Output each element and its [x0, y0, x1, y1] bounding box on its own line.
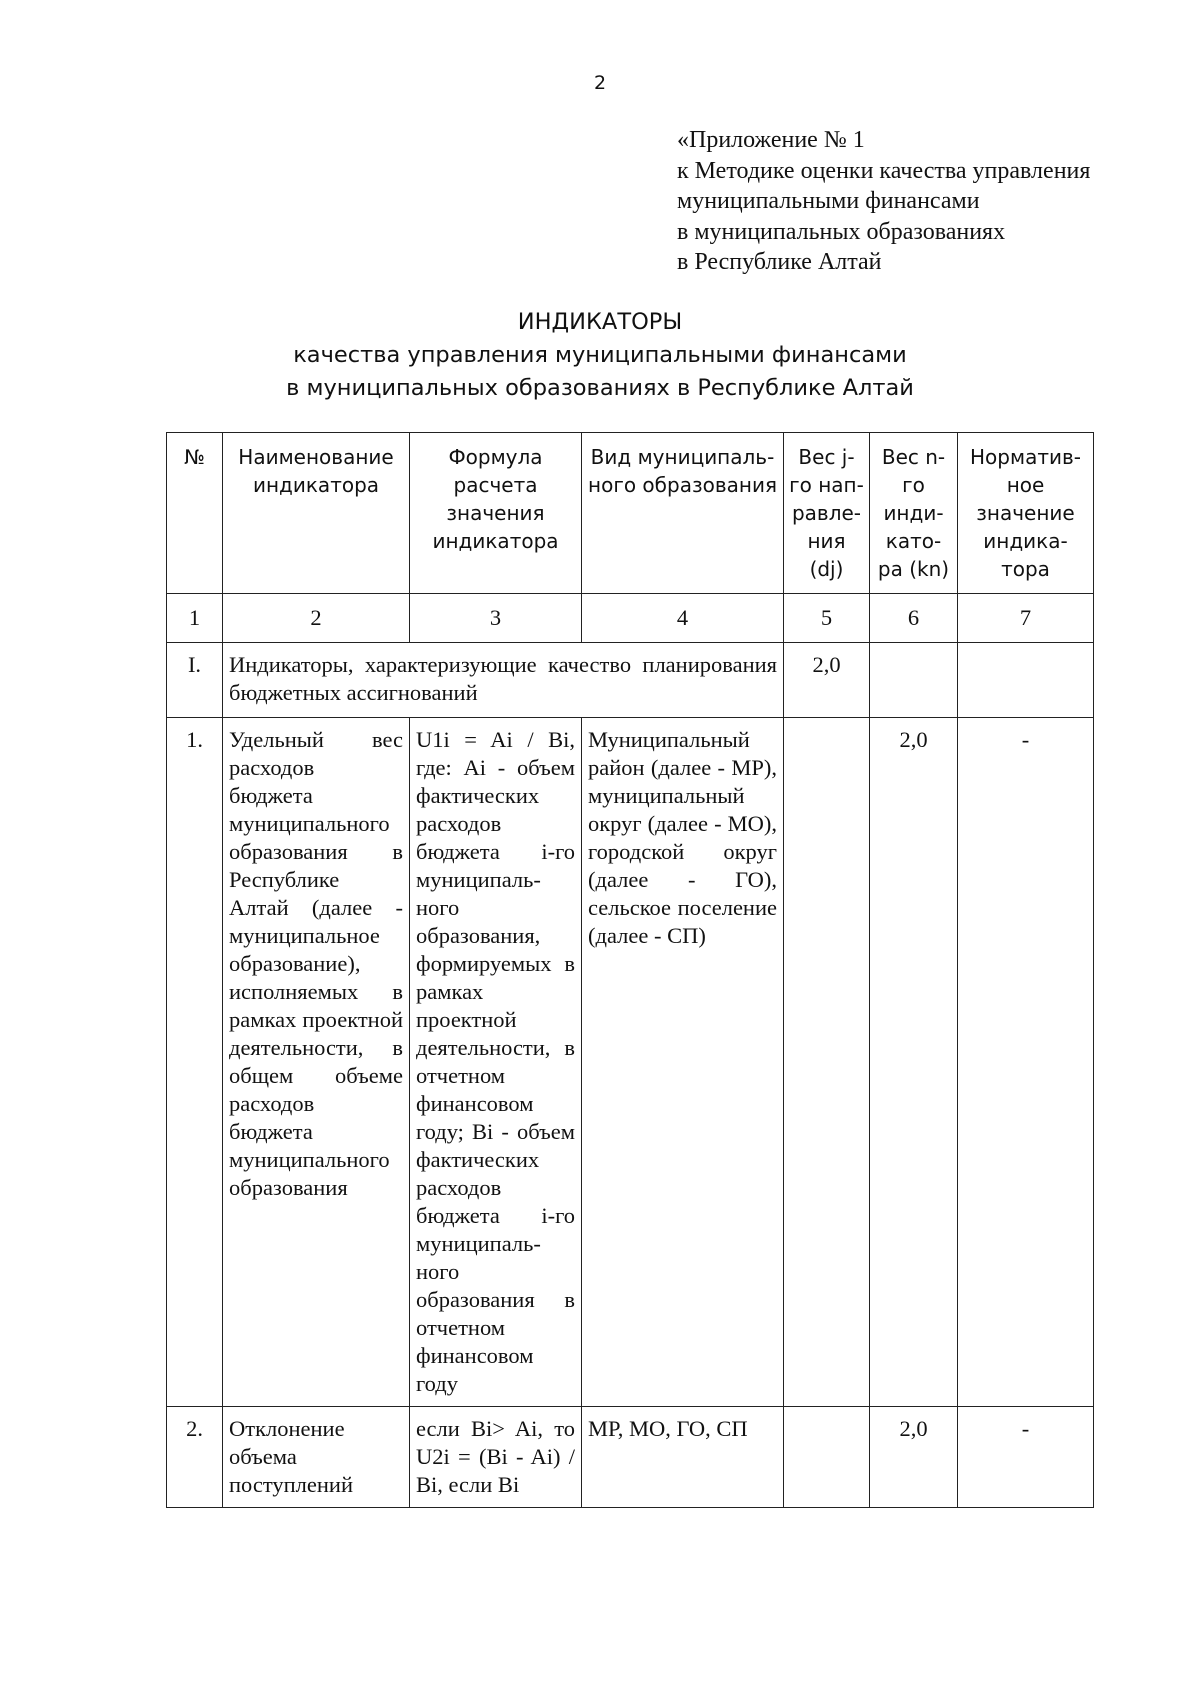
- weight-kn: 2,0: [870, 1407, 958, 1508]
- column-number: 5: [784, 594, 870, 643]
- section-weight-dj: 2,0: [784, 643, 870, 718]
- page-number: 2: [593, 72, 607, 94]
- section-name: Индикаторы, характеризующие качество планирования бюджетных ассигнований: [223, 643, 784, 718]
- header-formula: Формула расчета значения индикатора: [410, 433, 582, 594]
- weight-dj: [784, 1407, 870, 1508]
- indicator-formula: если Bi> Ai, то U2i = (Bi - Ai) / Bi, если Bi: [410, 1407, 582, 1508]
- table-row: [167, 718, 1094, 1407]
- appendix-reference: [677, 125, 1090, 278]
- header-row: [167, 433, 1094, 594]
- title-line: в муниципальных образованиях в Республике Алтай: [286, 375, 914, 401]
- title-line: ИНДИКАТОРЫ: [517, 309, 683, 335]
- normative-value: -: [958, 718, 1094, 1407]
- column-number: 1: [167, 594, 223, 643]
- appendix-line: к Методике оценки качества управления: [677, 157, 1091, 184]
- indicators-table: [166, 432, 1094, 1508]
- column-number: 6: [870, 594, 958, 643]
- section-empty-cell: [870, 643, 958, 718]
- municipality-type: Муниципальный район (далее - МР), муниципальный округ (далее - МО), городской округ (далее - ГО), сельское поселение (далее - СП): [582, 718, 784, 1407]
- column-number: 3: [410, 594, 582, 643]
- row-number: 1.: [167, 718, 223, 1407]
- municipality-type: МР, МО, ГО, СП: [582, 1407, 784, 1508]
- title-line: качества управления муниципальными финансами: [293, 342, 907, 368]
- indicator-formula: U1i = Ai / Bi, где: Ai - объем фактических расходов бюджета i-го муниципаль- ного образования, формируемых в рамках проектной деятельности, в отчетном финансовом году; Bi - объем фактических расходов бюджета i-го муниципаль- ного образования в отчетном финансовом году: [410, 718, 582, 1407]
- header-name: Наименование индикатора: [223, 433, 410, 594]
- column-number-row: [167, 594, 1094, 643]
- appendix-line: «Приложение № 1: [677, 127, 865, 153]
- row-number: 2.: [167, 1407, 223, 1508]
- document-title: [0, 306, 1200, 405]
- header-number: №: [167, 433, 223, 594]
- section-number: I.: [167, 643, 223, 718]
- column-number: 7: [958, 594, 1094, 643]
- column-number: 4: [582, 594, 784, 643]
- table-row: [167, 1407, 1094, 1508]
- header-normative: Норматив- ное значение индика- тора: [958, 433, 1094, 594]
- column-number: 2: [223, 594, 410, 643]
- header-weight-dj: Вес j- го нап- равле- ния (dj): [784, 433, 870, 594]
- appendix-line: в Республике Алтай: [677, 249, 882, 275]
- section-row: [167, 643, 1094, 718]
- weight-kn: 2,0: [870, 718, 958, 1407]
- appendix-line: в муниципальных образованиях: [677, 218, 1006, 245]
- indicator-name: Отклонение объема поступлений: [223, 1407, 410, 1508]
- section-empty-cell: [958, 643, 1094, 718]
- weight-dj: [784, 718, 870, 1407]
- indicator-name: Удельный вес расходов бюджета муниципального образования в Республике Алтай (далее - муниципальное образование), исполняемых в рамках проектной деятельности, в общем объеме расходов бюджета муниципального образования: [223, 718, 410, 1407]
- header-weight-kn: Вес n- го инди- като- ра (kn): [870, 433, 958, 594]
- appendix-line: муниципальными финансами: [677, 188, 980, 214]
- header-type: Вид муниципаль- ного образования: [582, 433, 784, 594]
- normative-value: -: [958, 1407, 1094, 1508]
